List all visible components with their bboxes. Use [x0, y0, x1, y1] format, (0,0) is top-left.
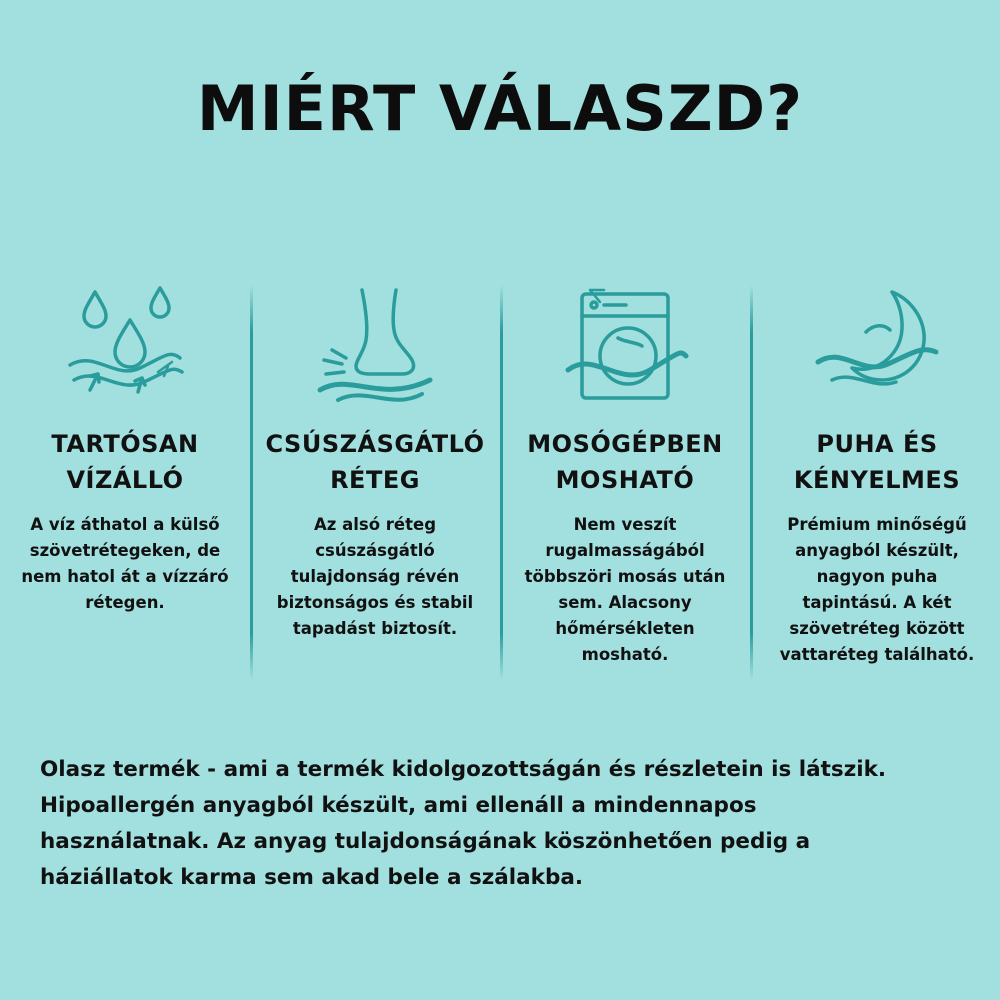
feature-soft-comfortable: [757, 270, 997, 668]
description-line: használatnak. Az anyag tulajdonságának köszönhetően pedig a: [40, 829, 811, 854]
page-title: MIÉRT VÁLASZD?: [196, 72, 804, 145]
description-line: háziállatok karma sem akad bele a szálakba.: [40, 865, 584, 890]
soft-moon-icon: [757, 270, 997, 420]
column-divider: [500, 285, 503, 680]
description-line: Hipoallergén anyagból készült, ami ellenáll a mindennapos: [40, 793, 757, 818]
water-drops-icon: [5, 270, 245, 420]
foot-icon: [255, 270, 495, 420]
feature-title: TARTÓSAN VÍZÁLLÓ: [51, 430, 199, 494]
feature-anti-slip: [255, 270, 495, 642]
feature-title: PUHA ÉS KÉNYELMES: [793, 430, 961, 494]
description-line: Olasz termék - ami a termék kidolgozottságán és részletein is látszik.: [40, 757, 887, 782]
feature-machine-washable: [505, 270, 745, 668]
feature-title: MOSÓGÉPBEN MOSHATÓ: [527, 430, 723, 494]
washing-machine-icon: [505, 270, 745, 420]
product-description: [40, 752, 980, 896]
feature-description: A víz áthatol a külső szövetrétegeken, de nem hatol át a vízzáró rétegen.: [21, 515, 229, 612]
column-divider: [250, 285, 253, 680]
feature-description: Az alsó réteg csúszásgátló tulajdonság révén biztonságos és stabil tapadást biztosít.: [276, 515, 474, 638]
column-divider: [750, 285, 753, 680]
feature-waterproof: [5, 270, 245, 616]
feature-title: CSÚSZÁSGÁTLÓ RÉTEG: [265, 430, 485, 494]
feature-description: Prémium minőségű anyagból készült, nagyon puha tapintású. A két szövetréteg között vattaréteg található.: [779, 515, 975, 664]
feature-description: Nem veszít rugalmasságából többszöri mosás után sem. Alacsony hőmérsékleten mosható.: [524, 515, 726, 664]
